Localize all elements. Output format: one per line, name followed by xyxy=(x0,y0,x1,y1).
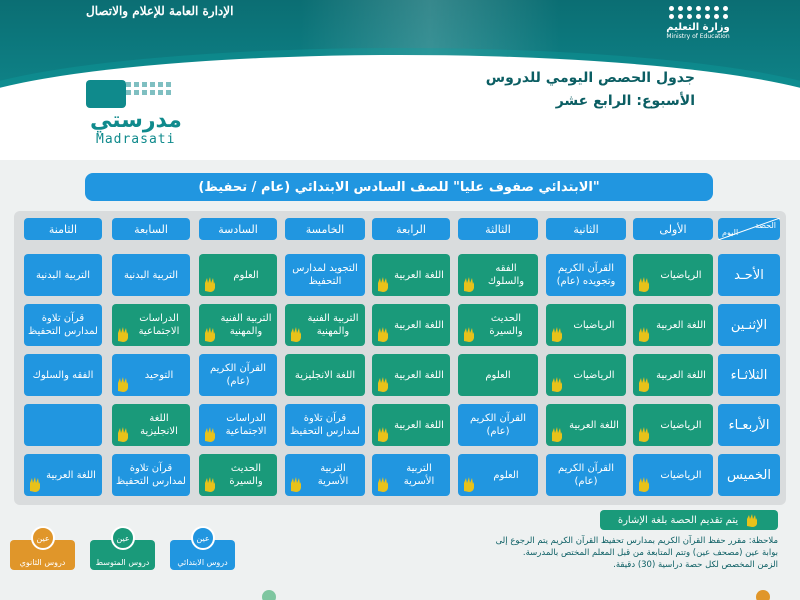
lesson-subject: اللغة العربية xyxy=(394,369,444,381)
lesson-cell xyxy=(199,254,277,296)
schedule-notes xyxy=(358,535,778,571)
class-title: "الابتدائي صفوف عليا" للصف السادس الابتدائي (عام / تحفيظ) xyxy=(85,173,713,201)
lesson-subject: التربية الأسرية xyxy=(317,463,349,487)
ein-circle-icon: عين xyxy=(191,526,215,550)
ministry-name: وزارة التعليم xyxy=(666,22,730,33)
ministry-name-en: Ministry of Education xyxy=(666,33,730,40)
lesson-subject: القرآن الكريم (عام) xyxy=(557,463,614,487)
lesson-subject: التربية الأسرية xyxy=(403,463,435,487)
sign-hand-icon xyxy=(202,475,218,493)
lesson-cell xyxy=(112,404,190,446)
schedule-table xyxy=(14,211,786,505)
lesson-subject: الدراسات الاجتماعية xyxy=(225,413,267,437)
lesson-subject: قرآن تلاوة لمدارس التحفيظ xyxy=(28,313,98,337)
lesson-subject: الفقه والسلوك xyxy=(487,263,525,287)
table-corner xyxy=(718,218,780,240)
corner-period-label: الحصة xyxy=(754,221,776,230)
lesson-subject: العلوم xyxy=(485,369,511,381)
lesson-subject: التربية الفنية والمهنية xyxy=(307,313,359,337)
lesson-cell xyxy=(24,354,102,396)
lesson-subject: التربية البدنية xyxy=(36,269,90,281)
lesson-subject: اللغة العربية xyxy=(656,319,706,331)
lesson-cell xyxy=(546,354,626,396)
period-header: الرابعة xyxy=(372,218,450,240)
lesson-cell xyxy=(24,304,102,346)
sign-hand-icon xyxy=(636,325,652,343)
lesson-cell xyxy=(372,454,450,496)
lesson-subject: قرآن تلاوة لمدارس التحفيظ xyxy=(116,463,186,487)
lesson-cell xyxy=(458,254,538,296)
lesson-subject: اللغة الانجليزية xyxy=(140,413,178,437)
lesson-subject: العلوم xyxy=(493,469,519,481)
sign-hand-icon xyxy=(115,325,131,343)
period-header: الثانية xyxy=(546,218,626,240)
lesson-subject: العلوم xyxy=(233,269,259,281)
lesson-cell xyxy=(285,304,365,346)
lesson-cell xyxy=(24,454,102,496)
madrasati-logo xyxy=(78,80,208,155)
sign-hand-icon xyxy=(375,275,391,293)
period-header: السادسة xyxy=(199,218,277,240)
lesson-subject: القرآن الكريم وتجويده (عام) xyxy=(556,263,616,287)
sign-hand-icon xyxy=(636,475,652,493)
sign-hand-icon xyxy=(744,512,760,528)
lesson-subject: الحديث والسيرة xyxy=(229,463,263,487)
speech-bubble-icon xyxy=(86,80,126,108)
period-header: الخامسة xyxy=(285,218,365,240)
period-header: الأولى xyxy=(633,218,713,240)
ministry-logo xyxy=(658,6,738,44)
ein-badge-label: دروس المتوسط xyxy=(95,558,150,567)
lesson-subject: اللغة العربية xyxy=(569,419,619,431)
day-label: الثلاثـاء xyxy=(718,354,780,396)
media-dept-logo: الإدارة العامة للإعلام والاتصال xyxy=(86,4,234,18)
corner-day-label: اليوم xyxy=(722,228,739,237)
day-label: الإثنـين xyxy=(718,304,780,346)
sign-hand-icon xyxy=(636,375,652,393)
lesson-cell xyxy=(458,354,538,396)
sign-hand-icon xyxy=(27,475,43,493)
note-line-2: بوابة عين (مصحف عين) وتتم المتابعة من قبل المعلم المختص بالمدرسة. xyxy=(522,548,778,558)
lesson-subject: اللغة العربية xyxy=(46,469,96,481)
header-banner xyxy=(0,0,800,160)
day-label: الأربعـاء xyxy=(718,404,780,446)
sign-hand-icon xyxy=(202,325,218,343)
ein-badge-label: دروس الابتدائي xyxy=(177,558,228,567)
lesson-subject: اللغة الانجليزية xyxy=(294,369,356,381)
sign-hand-icon xyxy=(375,425,391,443)
lesson-cell xyxy=(112,354,190,396)
lesson-subject: الدراسات الاجتماعية xyxy=(138,313,180,337)
lesson-cell xyxy=(285,354,365,396)
lesson-cell xyxy=(199,354,277,396)
footer-icon xyxy=(756,590,770,600)
lesson-cell xyxy=(285,454,365,496)
lesson-subject: قرآن تلاوة لمدارس التحفيظ xyxy=(290,413,360,437)
ein-badge[interactable] xyxy=(170,533,235,570)
sign-hand-icon xyxy=(636,425,652,443)
lesson-cell xyxy=(24,254,102,296)
footer-icon xyxy=(262,590,276,600)
lesson-cell xyxy=(633,354,713,396)
madrasati-name: مدرستي xyxy=(90,108,182,133)
lesson-subject: الرياضيات xyxy=(660,419,702,431)
lesson-subject: التوحيد xyxy=(144,369,174,381)
sign-hand-icon xyxy=(636,275,652,293)
period-header: الثامنة xyxy=(24,218,102,240)
sign-hand-icon xyxy=(375,325,391,343)
sign-hand-icon xyxy=(288,325,304,343)
lesson-cell xyxy=(633,254,713,296)
lesson-subject: القرآن الكريم (عام) xyxy=(469,413,526,437)
sign-hand-icon xyxy=(461,325,477,343)
lesson-cell xyxy=(546,404,626,446)
lesson-subject: التربية الفنية والمهنية xyxy=(220,313,272,337)
lesson-cell xyxy=(633,304,713,346)
lesson-cell xyxy=(372,354,450,396)
lesson-subject: اللغة العربية xyxy=(394,319,444,331)
sign-language-text: يتم تقديم الحصة بلغة الإشارة xyxy=(617,514,739,526)
lesson-cell xyxy=(372,254,450,296)
lesson-cell xyxy=(199,454,277,496)
note-line-3: الزمن المخصص لكل حصة دراسية (30) دقيقة. xyxy=(613,560,778,570)
ein-badge[interactable] xyxy=(90,533,155,570)
period-header: السابعة xyxy=(112,218,190,240)
lesson-cell xyxy=(112,454,190,496)
lesson-cell xyxy=(458,304,538,346)
ein-circle-icon: عين xyxy=(111,526,135,550)
ein-circle-icon: عين xyxy=(31,526,55,550)
lesson-cell xyxy=(458,404,538,446)
lesson-cell xyxy=(112,254,190,296)
madrasati-name-en: Madrasati xyxy=(96,132,176,147)
note-line-1: ملاحظة: مقرر حفظ القرآن الكريم بمدارس تحفيظ القرآن الكريم يتم الرجوع إلى xyxy=(495,536,778,546)
sign-hand-icon xyxy=(288,475,304,493)
lesson-subject: الحديث والسيرة xyxy=(489,313,523,337)
day-label: الخميس xyxy=(718,454,780,496)
sign-language-legend xyxy=(600,510,778,530)
lesson-subject: الفقه والسلوك xyxy=(32,369,94,381)
sign-hand-icon xyxy=(461,275,477,293)
sign-hand-icon xyxy=(461,475,477,493)
ein-badge[interactable] xyxy=(10,533,75,570)
lesson-subject: التربية البدنية xyxy=(124,269,178,281)
lesson-subject: الرياضيات xyxy=(660,469,702,481)
lesson-cell xyxy=(24,404,102,446)
sign-hand-icon xyxy=(115,425,131,443)
sign-hand-icon xyxy=(202,425,218,443)
lesson-subject: الرياضيات xyxy=(660,269,702,281)
sign-hand-icon xyxy=(549,375,565,393)
sign-hand-icon xyxy=(202,275,218,293)
ministry-dots-icon xyxy=(668,6,728,19)
period-header: الثالثة xyxy=(458,218,538,240)
lesson-cell xyxy=(633,404,713,446)
lesson-cell xyxy=(458,454,538,496)
sign-hand-icon xyxy=(375,375,391,393)
lesson-cell xyxy=(546,304,626,346)
day-label: الأحـد xyxy=(718,254,780,296)
lesson-subject: التجويد لمدارس التحفيظ xyxy=(292,263,358,287)
lesson-cell xyxy=(285,254,365,296)
lesson-cell xyxy=(112,304,190,346)
lesson-cell xyxy=(372,304,450,346)
lesson-subject: اللغة العربية xyxy=(394,419,444,431)
ein-badge-label: دروس الثانوي xyxy=(19,558,66,567)
lesson-subject: القرآن الكريم (عام) xyxy=(209,363,266,387)
lesson-cell xyxy=(199,404,277,446)
lesson-cell xyxy=(199,304,277,346)
sign-hand-icon xyxy=(549,425,565,443)
sign-hand-icon xyxy=(375,475,391,493)
lesson-cell xyxy=(285,404,365,446)
lesson-cell xyxy=(546,254,626,296)
lesson-cell xyxy=(546,454,626,496)
lesson-subject: اللغة العربية xyxy=(656,369,706,381)
lesson-cell xyxy=(633,454,713,496)
pixel-grid-icon xyxy=(126,82,171,95)
page-title: جدول الحصص اليومي للدروس xyxy=(485,70,695,86)
week-label: الأسبوع: الرابع عشر xyxy=(555,93,695,109)
sign-hand-icon xyxy=(115,375,131,393)
sign-hand-icon xyxy=(549,325,565,343)
lesson-subject: الرياضيات xyxy=(573,319,615,331)
lesson-cell xyxy=(372,404,450,446)
lesson-subject: الرياضيات xyxy=(573,369,615,381)
lesson-subject: اللغة العربية xyxy=(394,269,444,281)
